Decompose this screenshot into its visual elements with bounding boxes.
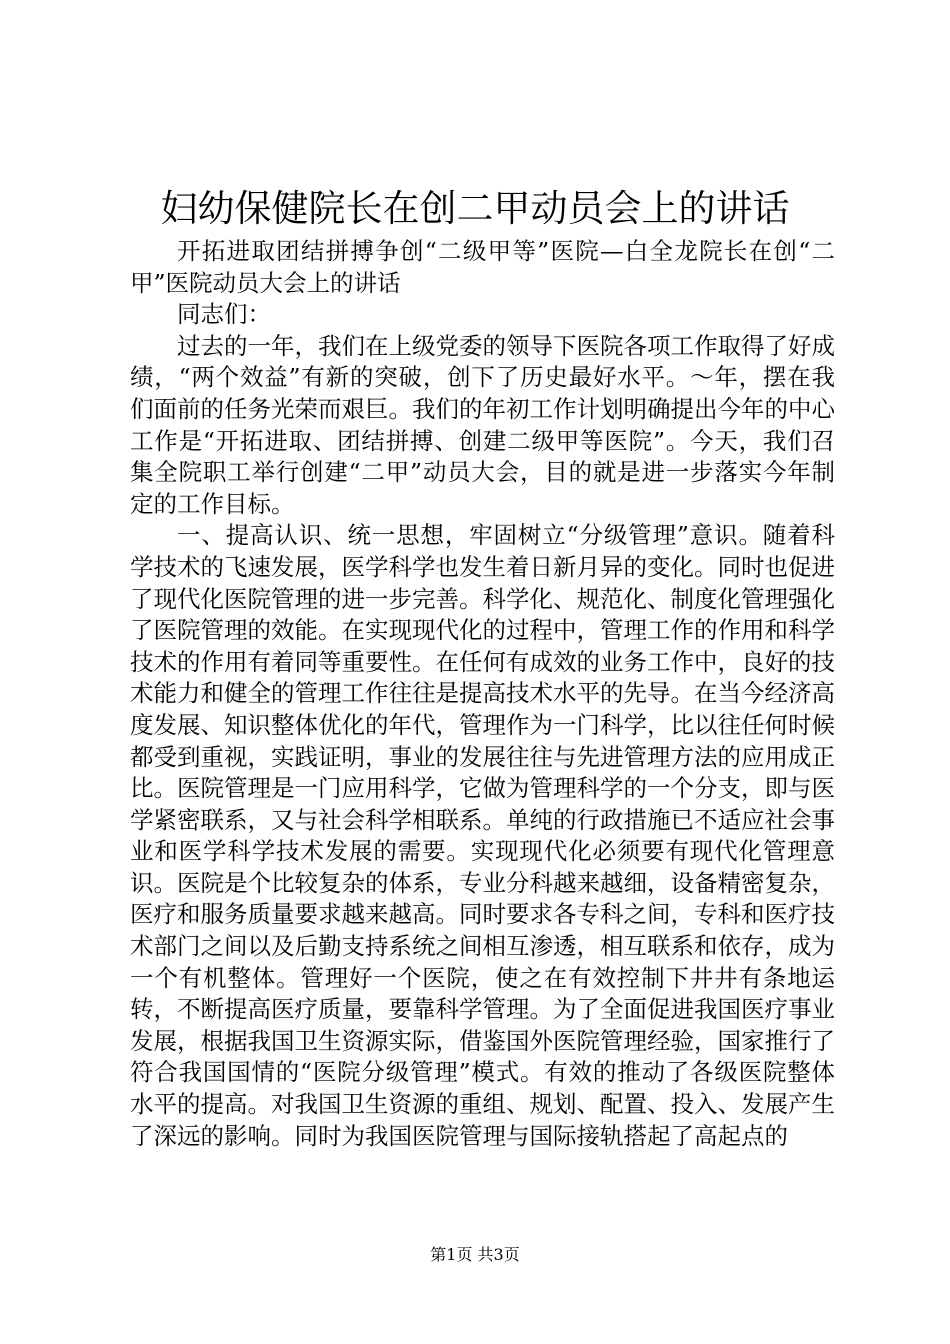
subtitle-paragraph: 开拓进取团结拼搏争创“二级甲等”医院—白全龙院长在创“二甲”医院动员大会上的讲话	[130, 237, 835, 297]
document-body	[130, 236, 835, 1152]
section-one-paragraph: 一、提高认识、统一思想，牢固树立“分级管理”意识。随着科学技术的飞速发展，医学科学也发生着日新月异的变化。同时也促进了现代化医院管理的进一步完善。科学化、规范化、制度化管理强化了医院管理的效能。在实现现代化的过程中，管理工作的作用和科学技术的作用有着同等重要性。在任何有成效的业务工作中，良好的技术能力和健全的管理工作往往是提高技术水平的先导。在当今经济高度发展、知识整体优化的年代，管理作为一门科学，比以往任何时候都受到重视，实践证明，事业的发展往往与先进管理方法的应用成正比。医院管理是一门应用科学，它做为管理科学的一个分支，即与医学紧密联系，又与社会科学相联系。单纯的行政措施已不适应社会事业和医学科学技术发展的需要。实现现代化必须要有现代化管理意识。医院是个比较复杂的体系，专业分科越来越细，设备精密复杂，医疗和服务质量要求越来越高。同时要求各专科之间，专科和医疗技术部门之间以及后勤支持系统之间相互渗透，相互联系和依存，成为一个有机整体。管理好一个医院，使之在有效控制下井井有条地运转，不断提高医疗质量，要靠科学管理。为了全面促进我国医疗事业发展，根据我国卫生资源实际，借鉴国外医院管理经验，国家推行了符合我国国情的“医院分级管理”模式。有效的推动了各级医院整体水平的提高。对我国卫生资源的重组、规划、配置、投入、发展产生了深远的影响。同时为我国医院管理与国际接轨搭起了高起点的	[130, 521, 835, 1150]
page-title: 妇幼保健院长在创二甲动员会上的讲话	[160, 187, 790, 230]
intro-paragraph: 过去的一年，我们在上级党委的领导下医院各项工作取得了好成绩，“两个效益”有新的突破，创下了历史最好水平。～年，摆在我们面前的任务光荣而艰巨。我们的年初工作计划明确提出今年的中心工作是“开拓进取、团结拼搏、创建二级甲等医院”。今天，我们召集全院职工举行创建“二甲”动员大会，目的就是进一步落实今年制定的工作目标。	[130, 331, 835, 518]
page-number-footer: 第1页 共3页	[430, 1245, 520, 1264]
salutation-paragraph: 同志们：	[177, 300, 271, 329]
